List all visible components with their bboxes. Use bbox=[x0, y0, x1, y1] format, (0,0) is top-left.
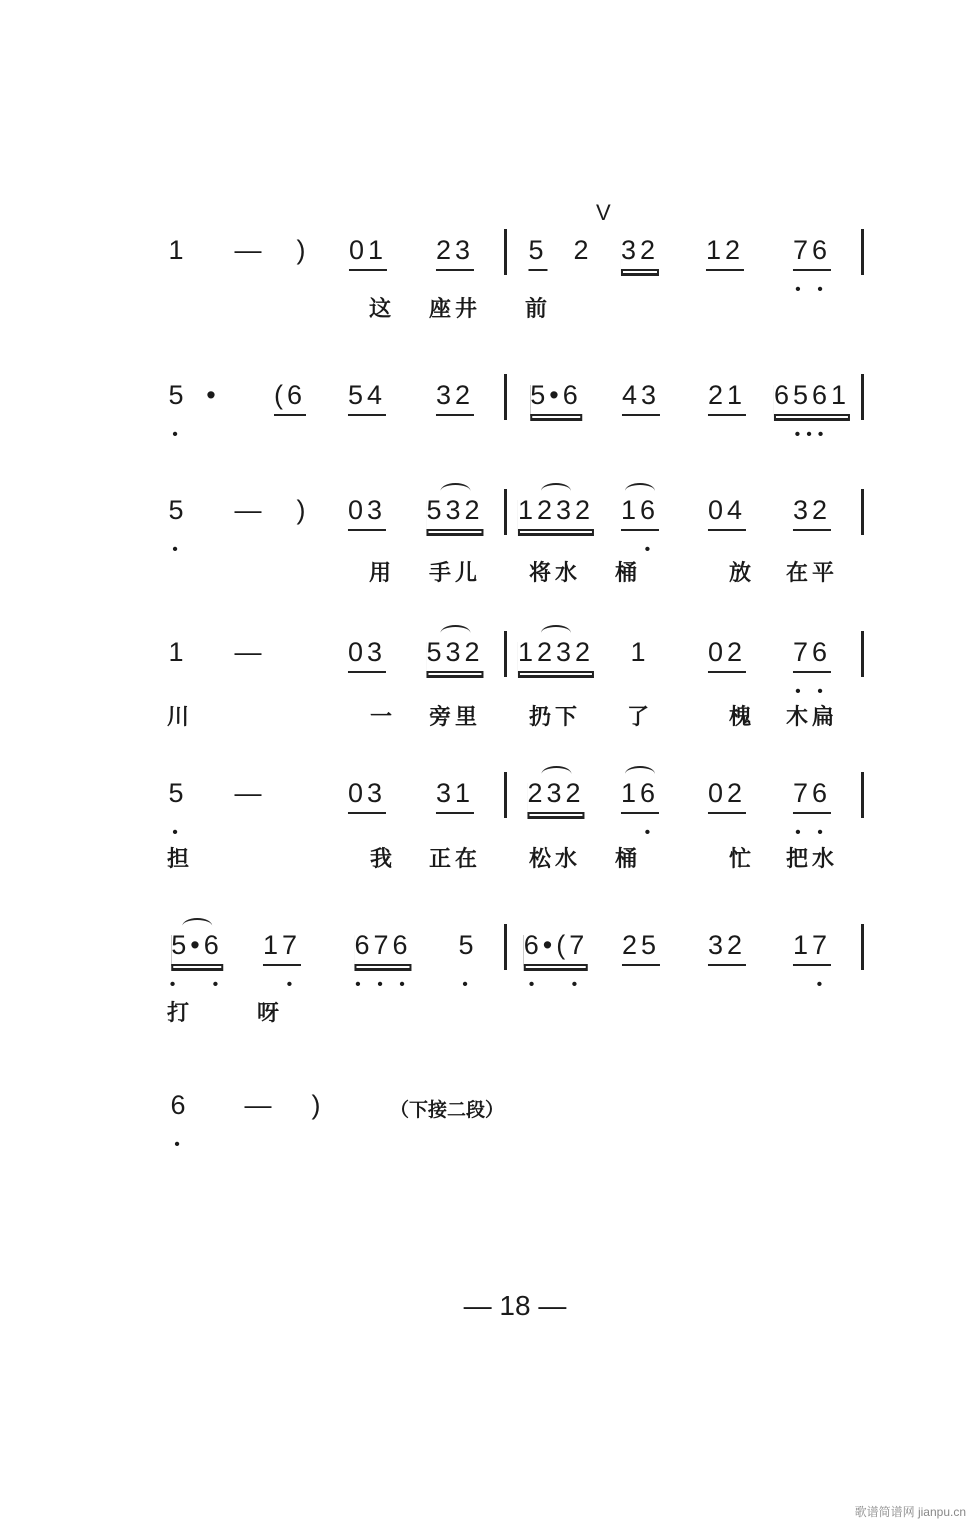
note-group bbox=[347, 235, 389, 265]
slur-mark bbox=[625, 483, 655, 499]
note-group bbox=[261, 930, 303, 993]
barline bbox=[861, 631, 864, 677]
note-text: 5 bbox=[458, 930, 478, 960]
note-text: 5•6 bbox=[171, 930, 223, 966]
lyric: 座井 bbox=[428, 297, 482, 322]
note-group bbox=[424, 637, 485, 667]
barline bbox=[504, 924, 507, 970]
page-number: — 18 — bbox=[463, 1290, 567, 1321]
low-octave-dots: ••• bbox=[794, 426, 830, 443]
note-text: 5 bbox=[168, 778, 188, 808]
note-text: 21 bbox=[708, 380, 746, 416]
note-group bbox=[619, 235, 661, 265]
slur-mark bbox=[182, 918, 212, 934]
dash-sustain bbox=[243, 1090, 278, 1120]
dash-sustain bbox=[233, 778, 268, 808]
closing-paren bbox=[310, 1090, 327, 1120]
note-text: 32 bbox=[708, 930, 746, 966]
note-group bbox=[169, 930, 225, 993]
note-text: ) bbox=[311, 1090, 325, 1120]
note-text: 23 bbox=[436, 235, 474, 271]
note-text: 1232 bbox=[518, 495, 594, 531]
note-text: 25 bbox=[622, 930, 660, 966]
lyric: 木扁 bbox=[785, 705, 839, 730]
note-group bbox=[424, 495, 485, 525]
continuation-note: （下接二段） bbox=[389, 1099, 505, 1121]
note-group bbox=[706, 637, 748, 667]
barline bbox=[504, 374, 507, 420]
note-group bbox=[791, 495, 833, 525]
barline bbox=[504, 772, 507, 818]
note-group bbox=[166, 778, 189, 841]
note-text: 532 bbox=[426, 637, 483, 673]
slur-mark bbox=[541, 766, 571, 782]
note-text: 43 bbox=[622, 380, 660, 416]
note-text: 232 bbox=[527, 778, 584, 814]
note-text: 02 bbox=[708, 778, 746, 814]
note-text: 02 bbox=[708, 637, 746, 673]
note-group bbox=[525, 778, 586, 808]
note-text: 5•6 bbox=[530, 380, 582, 416]
note-text: 16 bbox=[621, 778, 659, 814]
note-text: 04 bbox=[708, 495, 746, 531]
slur-mark bbox=[625, 766, 655, 782]
note-group bbox=[706, 380, 748, 410]
note-text: 01 bbox=[349, 235, 387, 271]
lyric: 将水 bbox=[528, 561, 582, 586]
lyric: 桶 bbox=[614, 561, 642, 586]
note-group bbox=[620, 930, 662, 960]
note-group bbox=[526, 235, 549, 265]
lyric: 前 bbox=[524, 297, 552, 322]
lyric: 把水 bbox=[785, 847, 839, 872]
low-octave-dots: • bbox=[462, 976, 474, 993]
note-text: 17 bbox=[793, 930, 831, 966]
dash-sustain bbox=[233, 637, 268, 667]
note-group bbox=[706, 495, 748, 525]
barline bbox=[504, 229, 507, 275]
note-group bbox=[166, 637, 189, 667]
note-group bbox=[166, 380, 189, 443]
note-group bbox=[706, 778, 748, 808]
lyric: 松水 bbox=[528, 847, 582, 872]
low-octave-dots: • • bbox=[795, 824, 829, 841]
note-group bbox=[706, 930, 748, 960]
closing-paren bbox=[295, 495, 312, 525]
note-group bbox=[166, 235, 189, 265]
lyric: 手儿 bbox=[428, 561, 482, 586]
note-text: 676 bbox=[354, 930, 411, 966]
barline bbox=[504, 631, 507, 677]
note-text: — bbox=[234, 235, 266, 265]
lyric: 在平 bbox=[785, 561, 839, 586]
lyric: 呀 bbox=[256, 1001, 284, 1026]
note-text: 76 bbox=[793, 235, 831, 271]
note-group bbox=[620, 380, 662, 410]
note-text: 5 bbox=[168, 495, 188, 525]
note-text: — bbox=[244, 1090, 276, 1120]
slur-mark bbox=[440, 625, 470, 641]
breath-mark: V bbox=[596, 200, 611, 225]
barline bbox=[861, 924, 864, 970]
note-text: ) bbox=[296, 495, 310, 525]
note-group bbox=[272, 380, 308, 410]
note-group bbox=[204, 380, 221, 410]
lyric: 槐 bbox=[728, 705, 756, 730]
slur-mark bbox=[440, 483, 470, 499]
lyric: 这 bbox=[368, 297, 396, 322]
note-group bbox=[704, 235, 746, 265]
note-group bbox=[168, 1090, 191, 1153]
lyric: 扔下 bbox=[528, 705, 582, 730]
barline bbox=[861, 772, 864, 818]
note-group bbox=[166, 495, 189, 558]
note-text: 16 bbox=[621, 495, 659, 531]
note-text: 76 bbox=[793, 778, 831, 814]
note-group bbox=[434, 235, 476, 265]
closing-paren bbox=[295, 235, 312, 265]
low-octave-dots: • bbox=[172, 426, 184, 443]
note-group bbox=[456, 930, 479, 993]
barline bbox=[861, 229, 864, 275]
watermark: 歌谱简谱网 jianpu.cn bbox=[854, 1505, 966, 1519]
low-octave-dots: • • bbox=[795, 683, 829, 700]
lyric: 打 bbox=[166, 1001, 194, 1026]
slur-mark bbox=[541, 483, 571, 499]
note-text: 6 bbox=[170, 1090, 190, 1120]
note-text: 1 bbox=[630, 637, 650, 667]
note-text: — bbox=[234, 495, 266, 525]
note-text: 5 bbox=[528, 235, 547, 271]
lyric: 放 bbox=[728, 561, 756, 586]
low-octave-dots: • bbox=[174, 1136, 186, 1153]
note-group bbox=[346, 778, 388, 808]
low-octave-dots: • • • bbox=[355, 976, 411, 993]
barline bbox=[861, 374, 864, 420]
note-group bbox=[346, 495, 388, 525]
note-text: — bbox=[234, 637, 266, 667]
note-text: 03 bbox=[348, 778, 386, 814]
note-text: 32 bbox=[436, 380, 474, 416]
barline bbox=[504, 489, 507, 535]
note-group bbox=[571, 235, 594, 265]
note-text: 03 bbox=[348, 637, 386, 673]
lyric: 正在 bbox=[428, 847, 482, 872]
note-text: 5 bbox=[168, 380, 188, 410]
note-text: • bbox=[206, 380, 220, 410]
low-octave-dots: • bbox=[623, 824, 657, 841]
lyric: 用 bbox=[368, 561, 396, 586]
note-text: 31 bbox=[436, 778, 474, 814]
dash-sustain bbox=[233, 495, 268, 525]
note-group bbox=[346, 637, 388, 667]
lyric: 了 bbox=[626, 705, 654, 730]
note-group bbox=[791, 778, 833, 841]
low-octave-dots: • bbox=[172, 541, 184, 558]
note-text: — bbox=[234, 778, 266, 808]
low-octave-dots: • bbox=[795, 976, 829, 993]
low-octave-dots: • • bbox=[528, 976, 584, 993]
lyric: 我 bbox=[369, 847, 397, 872]
lyric: 桶 bbox=[614, 847, 642, 872]
low-octave-dots: • bbox=[623, 541, 657, 558]
note-text: 76 bbox=[793, 637, 831, 673]
note-group bbox=[522, 930, 590, 993]
note-group bbox=[352, 930, 413, 993]
lyric: 川 bbox=[166, 705, 194, 730]
note-group bbox=[516, 495, 596, 525]
low-octave-dots: • bbox=[172, 824, 184, 841]
note-group bbox=[791, 637, 833, 700]
note-group bbox=[791, 235, 833, 298]
note-text: 54 bbox=[348, 380, 386, 416]
dash-sustain bbox=[233, 235, 268, 265]
note-text: 6•(7 bbox=[524, 930, 588, 966]
note-group bbox=[516, 637, 596, 667]
note-group bbox=[434, 380, 476, 410]
lyric: 担 bbox=[166, 847, 194, 872]
note-text: 12 bbox=[706, 235, 744, 271]
note-text: 03 bbox=[348, 495, 386, 531]
note-text: 1 bbox=[168, 637, 188, 667]
lyric: 忙 bbox=[728, 847, 756, 872]
note-group bbox=[528, 380, 584, 410]
lyric: 旁里 bbox=[428, 705, 482, 730]
lyric: 一 bbox=[369, 705, 397, 730]
note-group bbox=[619, 495, 661, 558]
note-group bbox=[772, 380, 852, 443]
barline bbox=[861, 489, 864, 535]
note-group bbox=[434, 778, 476, 808]
note-text: ) bbox=[296, 235, 310, 265]
note-group bbox=[628, 637, 651, 667]
note-text: 6561 bbox=[774, 380, 850, 416]
low-octave-dots: • • bbox=[795, 281, 829, 298]
note-text: (6 bbox=[274, 380, 306, 416]
slur-mark bbox=[541, 625, 571, 641]
low-octave-dots: • • bbox=[169, 976, 225, 993]
note-group bbox=[346, 380, 388, 410]
note-text: 2 bbox=[573, 235, 593, 265]
note-text: 32 bbox=[621, 235, 659, 271]
note-group bbox=[791, 930, 833, 993]
note-text: 1 bbox=[168, 235, 188, 265]
note-text: 532 bbox=[426, 495, 483, 531]
note-text: 17 bbox=[263, 930, 301, 966]
low-octave-dots: • bbox=[265, 976, 299, 993]
note-text: 32 bbox=[793, 495, 831, 531]
note-text: 1232 bbox=[518, 637, 594, 673]
note-group bbox=[619, 778, 661, 841]
